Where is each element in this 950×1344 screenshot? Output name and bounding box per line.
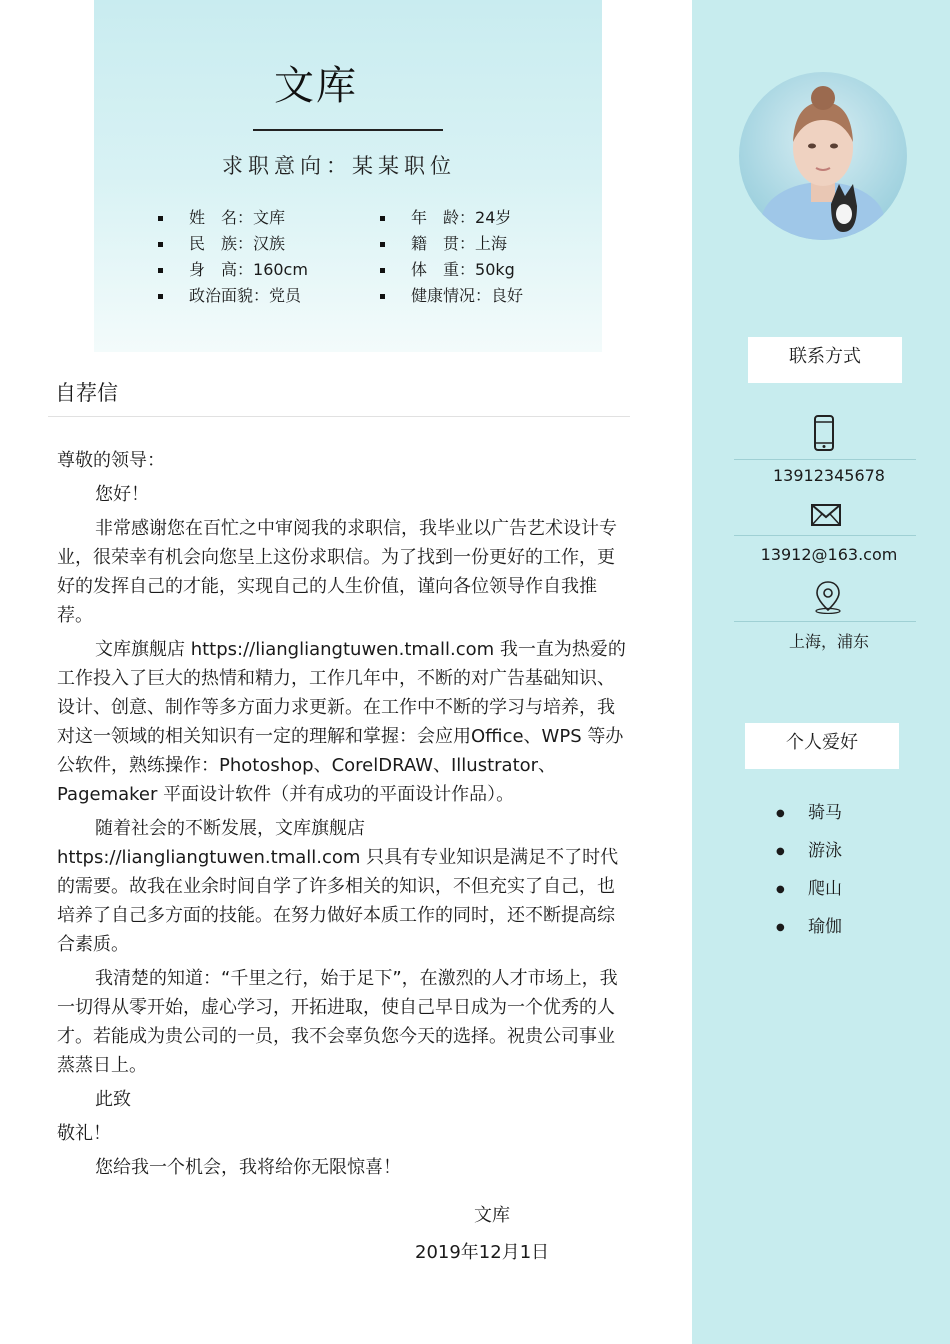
square-bullet-icon [158, 242, 163, 247]
square-bullet-icon [380, 268, 385, 273]
contact-section-title: 联系方式 [748, 337, 902, 383]
square-bullet-icon [380, 216, 385, 221]
square-bullet-icon [158, 268, 163, 273]
hobby-item: ● 爬山 [776, 879, 842, 899]
hobby-section-title: 个人爱好 [745, 723, 899, 769]
letter-paragraph: 文库旗舰店 https://liangliangtuwen.tmall.com 我一直为热爱的工作投入了巨大的热情和精力，工作几年中，不断的对广告基础知识、设计、创意、制作等多方面力求更新。在工作中不断的学习与培养，我对这一领域的相关知识有一定的理解和掌握：会应用Office、WPS 等办公软件，熟练操作：Photoshop、CorelDRAW、Illustrator、Pagemaker 平面设计软件（并有成功的平面设计作品）。 [57, 639, 626, 805]
letter-salutation: 尊敬的领导： [57, 450, 165, 471]
square-bullet-icon [158, 216, 163, 221]
info-item: 健康情况：良好 [380, 283, 523, 306]
hobby-item: ● 骑马 [776, 803, 842, 823]
job-intent: 求职意向：某某职位 [222, 154, 456, 178]
letter-regards: 敬礼！ [57, 1123, 111, 1144]
letter-greeting: 您好！ [95, 484, 149, 505]
mail-icon [811, 504, 841, 526]
location-icon [814, 580, 842, 614]
drop-bullet-icon: ● [776, 883, 785, 895]
contact-email: 13912@163.com [760, 545, 898, 564]
name-underline [253, 129, 443, 131]
square-bullet-icon [380, 242, 385, 247]
info-item: 身 高：160cm [158, 257, 308, 280]
letter-signature: 文库 [474, 1205, 510, 1226]
contact-phone: 13912345678 [773, 466, 885, 485]
avatar [739, 72, 907, 240]
contact-divider [734, 535, 916, 536]
letter-paragraph: 非常感谢您在百忙之中审阅我的求职信，我毕业以广告艺术设计专业，很荣幸有机会向您呈上这份求职信。为了找到一份更好的工作，更好的发挥自己的才能，实现自己的人生价值，谨向各位领导作自我推荐。 [57, 518, 617, 626]
info-item: 体 重：50kg [380, 257, 515, 280]
square-bullet-icon [158, 294, 163, 299]
info-item: 年 龄：24岁 [380, 205, 511, 228]
letter-paragraph: 随着社会的不断发展，文库旗舰店 https://liangliangtuwen.tmall.com 只具有专业知识是满足不了时代的需要。故我在业余时间自学了许多相关的知识，不但充实了自己，也培养了自己多方面的技能。在努力做好本质工作的同时，还不断提高综合素质。 [57, 818, 619, 955]
contact-divider [734, 459, 916, 460]
letter-closing: 此致 [95, 1089, 131, 1110]
letter-date: 2019年12月1日 [415, 1242, 550, 1263]
info-item: 籍 贯：上海 [380, 231, 507, 254]
resume-name: 文库 [274, 63, 358, 109]
contact-divider [734, 621, 916, 622]
info-item: 政治面貌：党员 [158, 283, 301, 306]
letter-postscript: 您给我一个机会，我将给你无限惊喜！ [95, 1157, 401, 1178]
info-item: 民 族：汉族 [158, 231, 285, 254]
drop-bullet-icon: ● [776, 921, 785, 933]
hobby-item: ● 游泳 [776, 841, 842, 861]
square-bullet-icon [380, 294, 385, 299]
phone-icon [813, 415, 835, 451]
drop-bullet-icon: ● [776, 845, 785, 857]
letter-paragraph: 我清楚的知道：“千里之行，始于足下”，在激烈的人才市场上，我一切得从零开始，虚心学习，开拓进取，使自己早日成为一个优秀的人才。若能成为贵公司的一员，我不会辜负您今天的选择。祝贵公司事业蒸蒸日上。 [57, 968, 618, 1076]
letter-divider [48, 416, 630, 417]
hobby-item: ● 瑜伽 [776, 917, 842, 937]
cover-letter-body [57, 446, 627, 1187]
drop-bullet-icon: ● [776, 807, 785, 819]
info-item: 姓 名：文库 [158, 205, 285, 228]
portrait-photo [739, 72, 907, 240]
letter-title: 自荐信 [55, 381, 118, 405]
contact-address: 上海，浦东 [788, 632, 869, 651]
